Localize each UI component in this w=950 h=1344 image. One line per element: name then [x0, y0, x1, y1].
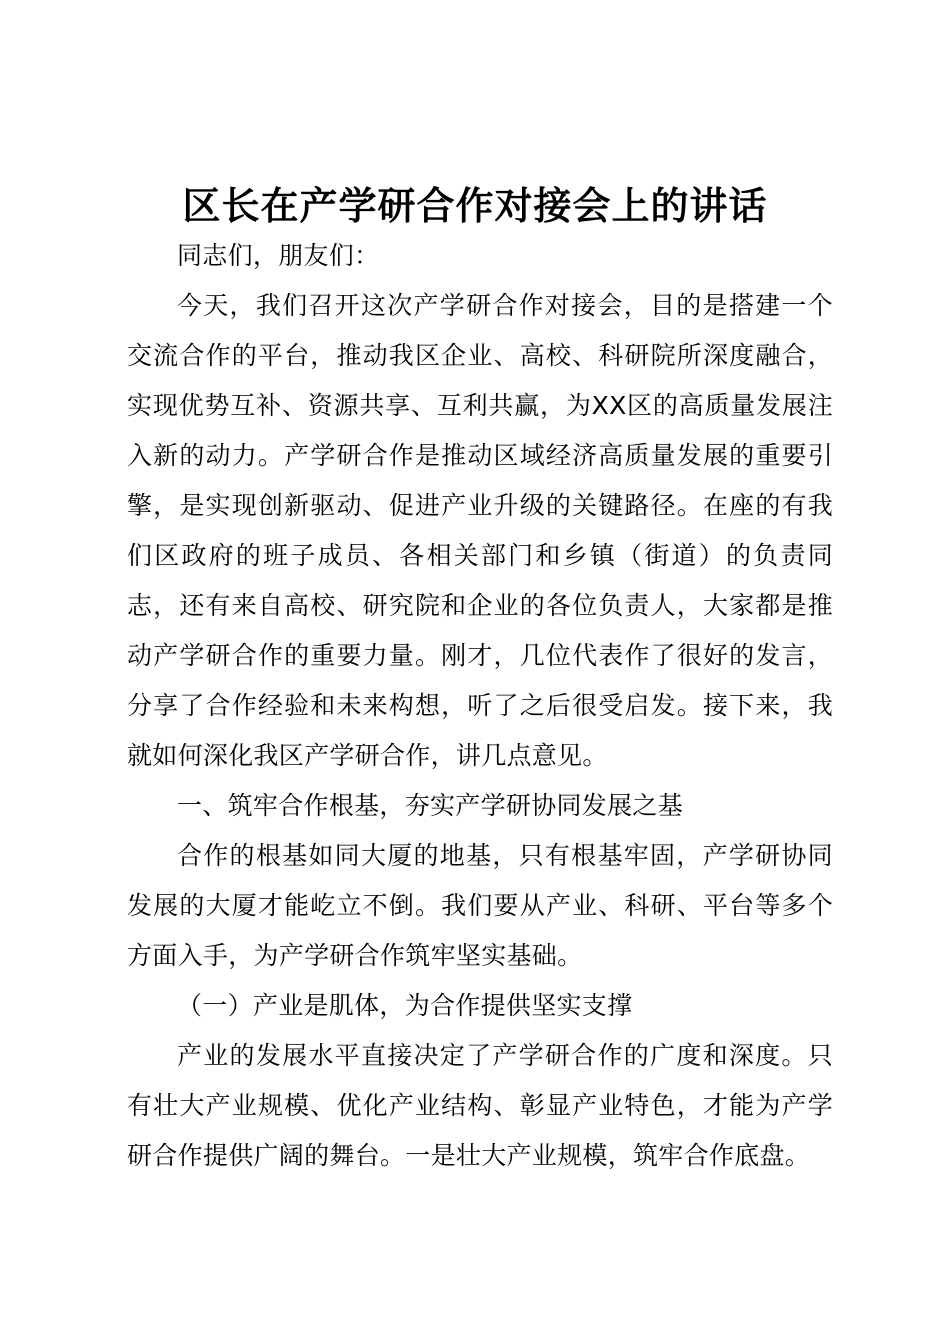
section-paragraph: 合作的根基如同大厦的地基，只有根基牢固，产学研协同发展的大厦才能屹立不倒。我们要从产业、科研、平台等多个方面入手，为产学研合作筑牢坚实基础。: [127, 841, 833, 970]
subsection-heading: （一）产业是肌体，为合作提供坚实支撑: [177, 991, 633, 1020]
intro-paragraph: 今天，我们召开这次产学研合作对接会，目的是搭建一个交流合作的平台，推动我区企业、高校、科研院所深度融合，实现优势互补、资源共享、互利共赢，为XX区的高质量发展注入新的动力。产学研合作是推动区域经济高质量发展的重要引擎，是实现创新驱动、促进产业升级的关键路径。在座的有我们区政府的班子成员、各相关部门和乡镇（街道）的负责同志，还有来自高校、研究院和企业的各位负责人，大家都是推动产学研合作的重要力量。刚才，几位代表作了很好的发言，分享了合作经验和未来构想，听了之后很受启发。接下来，我就如何深化我区产学研合作，讲几点意见。: [127, 291, 833, 770]
subsection-paragraph: 产业的发展水平直接决定了产学研合作的广度和深度。只有壮大产业规模、优化产业结构、彰显产业特色，才能为产学研合作提供广阔的舞台。一是壮大产业规模，筑牢合作底盘。: [127, 1041, 833, 1170]
section-heading: 一、筑牢合作根基，夯实产学研协同发展之基: [177, 791, 684, 820]
document-title: 区长在产学研合作对接会上的讲话: [182, 184, 768, 228]
salutation: 同志们，朋友们：: [177, 241, 380, 270]
document-body: [127, 231, 833, 1181]
